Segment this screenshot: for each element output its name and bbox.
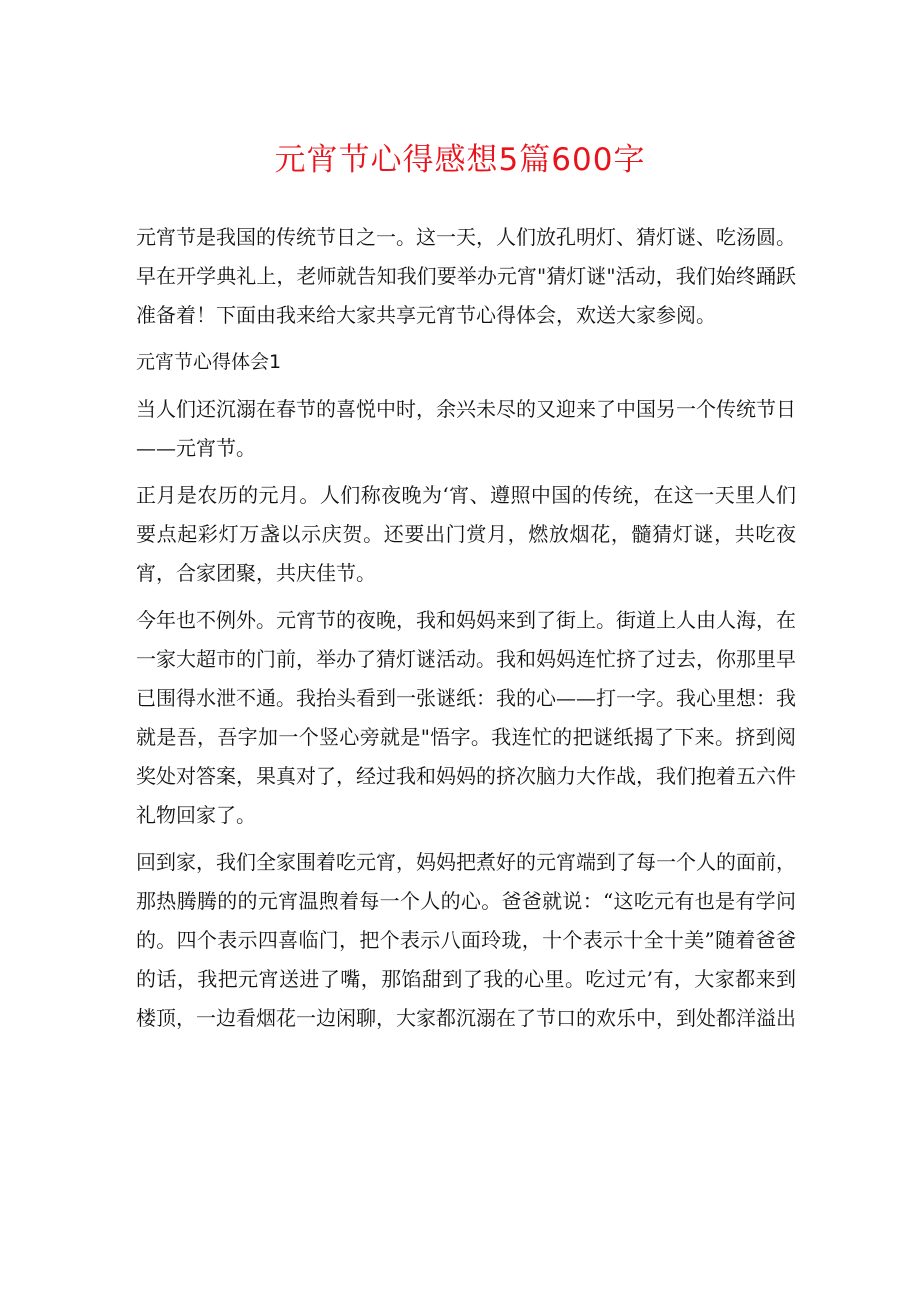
intro-paragraph: 元宵节是我国的传统节日之一。这一天，人们放孔明灯、猜灯谜、吃汤圆。早在开学典礼上，老师就告知我们要举办元宵"猜灯谜"活动，我们始终踊跃准备着！下面由我来给大家共享元宵节心得体会，欢送大家参阅。 [136, 225, 796, 327]
body-paragraph: 正月是农历的元月。人们称夜晚为‘宵、遵照中国的传统，在这一天里人们要点起彩灯万盏以示庆贺。还要出门赏月，燃放烟花，髓猜灯谜，共吃夜宵，合家团聚，共庆佳节。 [136, 483, 796, 585]
body-paragraph: 当人们还沉溺在春节的喜悦中时，余兴未尽的又迎来了中国另一个传统节日——元宵节。 [136, 397, 796, 460]
body-paragraph: 今年也不例外。元宵节的夜晚，我和妈妈来到了街上。街道上人由人海，在一家大超市的门前，举办了猜灯谜活动。我和妈妈连忙挤了过去，你那里早已围得水泄不通。我抬头看到一张谜纸：我的心——打一字。我心里想：我就是吾，吾字加一个竖心旁就是"悟字。我连忙的把谜纸揭了下来。挤到阅奖处对答案，果真对了，经过我和妈妈的挤次脑力大作战，我们抱着五六件礼物回家了。 [136, 608, 796, 827]
document-body [136, 218, 796, 1046]
document-title: 元宵节心得感想5篇600字 [274, 142, 646, 178]
section-heading: 元宵节心得体会1 [136, 351, 282, 373]
body-paragraph: 回到家，我们全家围着吃元宵，妈妈把煮好的元宵端到了每一个人的面前，那热腾腾的的元宵温煦着每一个人的心。爸爸就说：“这吃元有也是有学问的。四个表示四喜临门，把个表示八面玲珑，十个表示十全十美”随着爸爸的话，我把元宵送进了嘴，那馅甜到了我的心里。吃过元’有，大家都来到楼顶，一边看烟花一边闲聊，大家都沉溺在了节口的欢乐中，到处都洋溢出 [136, 850, 796, 1030]
